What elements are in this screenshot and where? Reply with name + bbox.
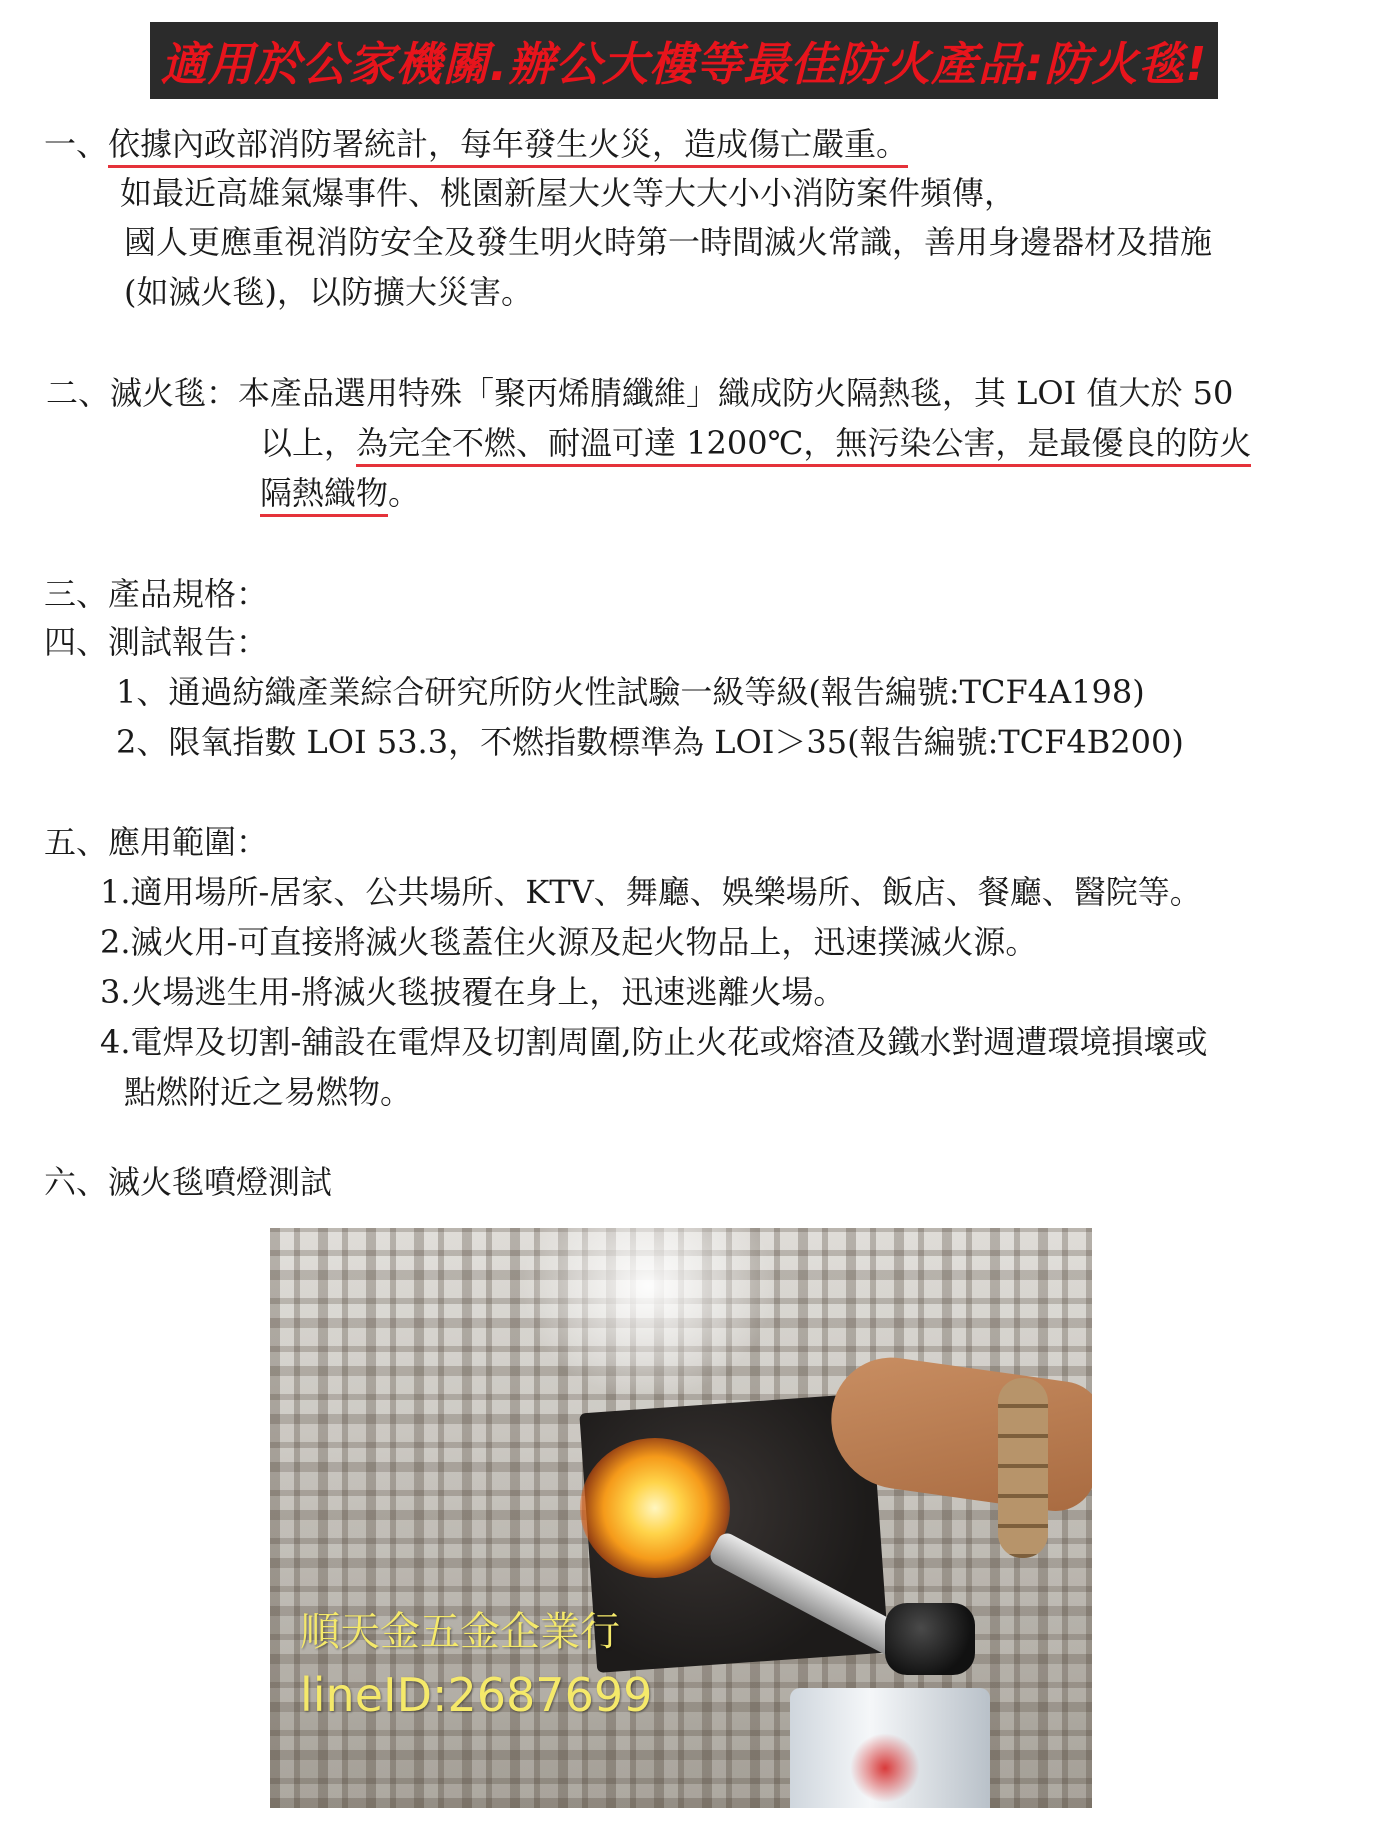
section2-line2-prefix: 以上， [260,424,357,462]
title-banner [150,22,1218,99]
section2-underlined-text-2: 隔熱織物 [260,474,388,517]
section2-line3-suffix: 。 [388,474,421,512]
section4-heading: 四、測試報告： [44,623,269,661]
section5-item: 2.滅火用-可直接將滅火毯蓋住火源及起火物品上，迅速撲滅火源。 [100,923,1038,961]
section5-item-continued: 點燃附近之易燃物。 [124,1073,413,1111]
bead-bracelet-graphic [998,1378,1048,1558]
section5-item: 4.電焊及切割-舖設在電焊及切割周圍,防止火花或熔渣及鐵水對週遭環境損壞或 [100,1023,1208,1061]
flame-icon [580,1438,730,1578]
section2-underlined-text: 為完全不燃、耐溫可達 1200℃，無污染公害，是最優良的防火 [356,424,1251,467]
section5-item: 1.適用場所-居家、公共場所、KTV、舞廳、娛樂場所、飯店、餐廳、醫院等。 [100,873,1202,911]
section3-heading: 三、產品規格： [44,575,269,613]
watermark-line-id: lineID:2687699 [300,1668,653,1722]
section5-heading: 五、應用範圍： [44,823,269,861]
section1-line2: 如最近高雄氣爆事件、桃園新屋大火等大大小小消防案件頻傳， [120,174,1017,212]
torch-knob-graphic [885,1603,975,1675]
banner-title: 適用於公家機關.辦公大樓等最佳防火產品:防火毯! [160,36,1208,91]
torch-test-photo [270,1228,1092,1808]
section6-heading: 六、滅火毯噴燈測試 [44,1163,333,1201]
gas-canister-graphic [790,1688,990,1808]
section4-item: 2、限氧指數 LOI 53.3，不燃指數標準為 LOI＞35(報告編號:TCF4B200) [116,723,1184,761]
section1-line1 [44,124,908,164]
section1-underlined-text: 依據內政部消防署統計，每年發生火災，造成傷亡嚴重。 [108,125,908,168]
section1-lead: 一、 [44,125,109,163]
section2-line2 [260,423,1251,463]
section4-item: 1、通過紡織產業綜合研究所防火性試驗一級等級(報告編號:TCF4A198) [116,673,1145,711]
section5-item: 3.火場逃生用-將滅火毯披覆在身上，迅速逃離火場。 [100,973,846,1011]
watermark-company-name: 順天金五金企業行 [300,1609,620,1655]
section2-line3 [260,473,420,513]
section2-line1: 二、滅火毯：本產品選用特殊「聚丙烯腈纖維」織成防火隔熱毯，其 LOI 值大於 50 [46,374,1234,412]
section1-line4: (如滅火毯)，以防擴大災害。 [124,273,533,311]
section1-line3: 國人更應重視消防安全及發生明火時第一時間滅火常識，善用身邊器材及措施 [124,223,1213,261]
